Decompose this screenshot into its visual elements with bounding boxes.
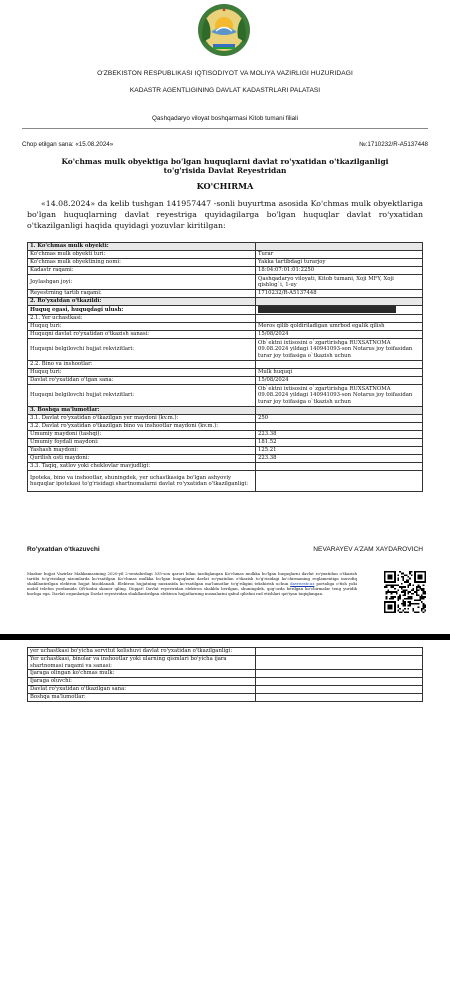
table-section-row (28, 407, 423, 415)
table-row (28, 306, 423, 315)
table-row (28, 670, 423, 678)
row-label: Davlat ro'yxatidan o'tkazilgan sana: (28, 686, 256, 694)
verification-link[interactable]: davreestr.uz (290, 580, 315, 586)
row-label: 2.2. Bino va inshootlar: (28, 361, 256, 369)
row-label: Qurilish osti maydoni: (28, 455, 256, 463)
table-row (28, 656, 423, 670)
header-divider (22, 128, 428, 129)
row-label: Huquq egasi, huquqdagi ulush: (28, 306, 256, 315)
row-label: Huquqni davlat ro'yxatidan o'tkazish sanasi: (28, 331, 256, 339)
row-label: Ipoteka, bino va inshootlar, shuningdek, yer uchastkasiga bo'lgan ashyoviy huquqlar ipotekasi to'g'risidagi shartnomalarni davlat ro'yxatidan o'tkazilganligi: (28, 471, 256, 492)
row-value: 1710232/R-A5137448 (256, 290, 423, 298)
intro-paragraph: «14.08.2024» da kelib tushgan 141957447 -sonli buyurtma asosida Ko'chmas mulk obyektlariga bo'lgan huquqlarning davlat reyestriga quyidagilarga bo'lgan huquqlar davlat ro'yxatidan o'tkazilganligi haqida quyidagi yozuvlar kiritilgan: (27, 199, 423, 230)
table-row (28, 361, 423, 369)
table-row (28, 423, 423, 431)
row-label: 3.2. Davlat ro'yxatidan o'tkazilgan bino va inshootlar maydoni (kv.m.): (28, 423, 256, 431)
row-label: Huquq turi: (28, 323, 256, 331)
row-value (256, 315, 423, 323)
table-section-row (28, 243, 423, 251)
registry-table-continued (27, 647, 423, 702)
row-value: 250 (256, 415, 423, 423)
row-label: Ijaraga oluvchi: (28, 678, 256, 686)
coat-of-arms-emblem (196, 2, 252, 58)
qr-code-icon (384, 563, 426, 621)
page-break-bar (0, 634, 450, 640)
row-label: 3. Boshqa ma'lumotlar: (28, 407, 256, 415)
row-value (256, 471, 423, 492)
row-label: Boshqa ma'lumotlar: (28, 694, 256, 702)
print-date: Chop etilgan sana: «15.08.2024» (22, 141, 114, 148)
table-row (28, 431, 423, 439)
row-label: Kadastr raqami: (28, 267, 256, 275)
table-row (28, 369, 423, 377)
row-value (256, 463, 423, 471)
row-value (256, 648, 423, 656)
row-label: Yashash maydoni: (28, 447, 256, 455)
row-value (256, 298, 423, 306)
row-value: Qashqadaryo viloyati, Kitob tumani, Xoji MFY, Xoji qishlog`i, 1-uy (256, 275, 423, 290)
row-label: 2. Ro'yxatdan o'tkazildi: (28, 298, 256, 306)
row-value (256, 686, 423, 694)
row-value (256, 670, 423, 678)
row-value: 15/08/2024 (256, 377, 423, 385)
document-kind: KO'CHIRMA (196, 181, 254, 191)
row-value: Ob`ektni ixtisosini o`zgartirishga RUXSATNOMA 09.08.2024 yildagi 140941093-son Notarus joy toifasidan turar joy toifasiga o`tkazish uchun (256, 339, 423, 361)
row-value (256, 361, 423, 369)
legal-note (27, 572, 357, 597)
agency-heading: KADASTR AGENTLIGINING DAVLAT KADASTRLARI PALATASI (129, 87, 321, 94)
row-value (256, 694, 423, 702)
table-row (28, 694, 423, 702)
document-number: №:1710232/R-A5137448 (359, 141, 428, 148)
table-row (28, 275, 423, 290)
row-value: 15/08/2024 (256, 331, 423, 339)
row-value (256, 656, 423, 670)
table-row (28, 290, 423, 298)
row-label: Ko'chmas mulk obyekti turi: (28, 251, 256, 259)
table-section-row (28, 298, 423, 306)
registry-table (27, 242, 423, 492)
table-row (28, 455, 423, 463)
registrar-name: NEVARAYEV A'ZAM XAYDAROVICH (313, 546, 423, 553)
row-value: 125.21 (256, 447, 423, 455)
row-label: Yer uchastkasi, binolar va inshootlar yoki ularning qismlari bo'yicha ijara shartnomasi raqami va sanasi: (28, 656, 256, 670)
row-label: Ijaraga olingan ko'chmas mulk: (28, 670, 256, 678)
row-label: Huquqni belgilovchi hujjat rekvizitlari: (28, 385, 256, 407)
row-value: Yakka tartibdagi turarjoy (256, 259, 423, 267)
table-row (28, 471, 423, 492)
legal-note-text: Mazkur hujjat Vazirlar Mahkamasining 2020-yil 2-sentabrdagi 535-son qarori bilan tasdiqlangan Ko'chmas mulkka bo'lgan huquqlarni davlat ro'yxatidan o'tkazish tartibi to'g'risidagi nizomlarda ko'rsatilgan Ko'chmas mulkka bo'lgan huquqlarni davlat ro'yxatidan o'tkazish to'g'risidagi ko'chirmaning reglamentiga muvofiq shakllantirilgan elektron hujjat hisoblanadi. Elektron hujjatning nusxasida ko'rsatilgan ma'lumotlar to'g'riligini tekshirish uchun (27, 571, 357, 586)
table-row (28, 267, 423, 275)
row-label: 3.3. Taqiq, xatlov yoki cheklovlar mavjudligi: (28, 463, 256, 471)
table-row (28, 323, 423, 331)
row-value: Ob`ektni ixtisosini o`zgartirishga RUXSATNOMA 09.08.2024 yildagi 140941093-son Notarus joy toifasidan turar joy toifasiga o`tkazish uchun (256, 385, 423, 407)
table-row (28, 259, 423, 267)
table-row (28, 385, 423, 407)
row-label: 1. Ko'chmas mulk obyekti: (28, 243, 256, 251)
row-label: Davlat ro'yxatidan o'tgan sana: (28, 377, 256, 385)
row-value (256, 243, 423, 251)
row-value: Mulk huquqi (256, 369, 423, 377)
table-row (28, 447, 423, 455)
row-value (256, 423, 423, 431)
table-row (28, 251, 423, 259)
row-label: Ko'chmas mulk obyektining nomi: (28, 259, 256, 267)
row-label: Umumiy maydoni (tashqi): (28, 431, 256, 439)
table-row (28, 315, 423, 323)
row-value: Meros qilib qoldiriladigan umrbod egalik qilish (256, 323, 423, 331)
row-label: 2.1. Yer uchastkasi: (28, 315, 256, 323)
ministry-heading: O'ZBEKISTON RESPUBLIKASI IQTISODIYOT VA MOLIYA VAZIRLIGI HUZURIDAGI (97, 70, 353, 77)
row-label: Umumiy foydali maydoni: (28, 439, 256, 447)
table-row (28, 463, 423, 471)
row-value: Turar (256, 251, 423, 259)
row-value: 181.52 (256, 439, 423, 447)
row-value: 18:04:07:01:01:2250 (256, 267, 423, 275)
row-value: 223.38 (256, 455, 423, 463)
table-row (28, 678, 423, 686)
table-row (28, 331, 423, 339)
row-value: 223.38 (256, 431, 423, 439)
row-label: Huquq turi: (28, 369, 256, 377)
table-row (28, 339, 423, 361)
row-label: yer uchastkasi bo'yicha servitut kelishuvi davlat ro'yxatidan o'tkazilganligi: (28, 648, 256, 656)
document-title: Ko'chmas mulk obyektiga bo'lgan huquqlarni davlat ro'yxatidan o'tkazilganligi to'g'risida Davlat Reyestridan (61, 157, 389, 175)
row-value (256, 407, 423, 415)
table-row (28, 648, 423, 656)
row-value (256, 678, 423, 686)
table-row (28, 415, 423, 423)
row-label: Reyestrning tartib raqami: (28, 290, 256, 298)
legal-note-text-after: portaliga o'tish yoki mobil telefon yordamida QR-kodni skaner qiling. Diqqat! Davlat reyestridan elektron shaklda berilgan, shuningdek, qog'ozda berilgan ko'chirmalar teng yuridik kuchga ega. Davlat organlariga Davlat reyestridan shakllantirilgan elektron hujjatlarning nusxalarini qabul qilishni rad etishlari qat'iyan taqiqlangan. (27, 580, 357, 596)
row-value (256, 306, 423, 315)
table-row (28, 439, 423, 447)
row-label: Joylashgan joyi: (28, 275, 256, 290)
table-row (28, 686, 423, 694)
table-row (28, 377, 423, 385)
branch-heading: Qashqadaryo viloyat boshqarmasi Kitob tumani filiali (152, 115, 298, 122)
registrar-label: Ro'yxatdan o'tkazuvchi (27, 546, 100, 553)
row-label: 3.1. Davlat ro'yxatidan o'tkazilgan yer maydoni (kv.m.): (28, 415, 256, 423)
row-label: Huquqni belgilovchi hujjat rekvizitlari: (28, 339, 256, 361)
redacted-owner-block (258, 306, 396, 313)
